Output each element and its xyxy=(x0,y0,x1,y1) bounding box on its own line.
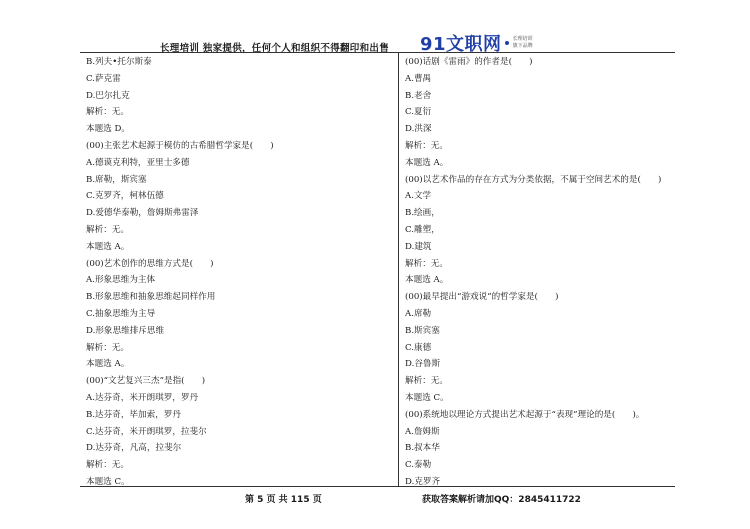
text-line: B.绘画， xyxy=(405,208,440,219)
text-line: B.老舍 xyxy=(405,90,432,101)
text-line: 本题选 C。 xyxy=(86,476,130,487)
question-line: (00)以艺术作品的存在方式为分类依据，不属于空间艺术的是( ) xyxy=(405,174,662,185)
text-line: 本题选 A。 xyxy=(86,359,130,370)
question-line: (00)“文艺复兴三杰”是指( ) xyxy=(86,376,206,387)
text-line: 本题选 A。 xyxy=(405,275,449,286)
text-line: 本题选 A。 xyxy=(86,241,130,252)
text-line: D.建筑 xyxy=(405,241,432,252)
question-line: (00)话剧《雷雨》的作者是( ) xyxy=(405,57,533,67)
text-line: B.斯宾塞 xyxy=(405,325,440,336)
column-divider xyxy=(398,52,399,486)
text-line: C.康德 xyxy=(405,342,432,353)
page-number: 第 5 页 共 115 页 xyxy=(245,495,322,505)
text-line: D.爱德华泰勒，詹姆斯弗雷泽 xyxy=(86,208,199,219)
question-line: (00)系统地以理论方式提出艺术起源于“表现”理论的是( )。 xyxy=(405,409,645,420)
text-line: 解析：无。 xyxy=(405,376,448,387)
text-line: 解析：无。 xyxy=(86,107,129,118)
text-line: 解析：无。 xyxy=(86,342,129,353)
text-line: D.达芬奇，凡高，拉斐尔 xyxy=(86,443,182,454)
logo-dot-icon xyxy=(505,41,509,45)
text-line: A.达芬奇，米开朗琪罗，罗丹 xyxy=(86,392,199,403)
text-line: C.雕塑， xyxy=(405,224,440,235)
question-line: (00)艺术创作的思维方式是( ) xyxy=(86,258,214,269)
text-line: C.达芬奇，米开朗琪罗，拉斐尔 xyxy=(86,426,207,437)
logo-tag-line-2: 旗下品牌 xyxy=(512,43,533,49)
left-column xyxy=(86,54,274,491)
text-line: D.克罗齐 xyxy=(405,476,441,487)
text-line: B.席勒，斯宾塞 xyxy=(86,174,147,185)
text-line: A.文学 xyxy=(405,191,432,202)
text-line: C.泰勒 xyxy=(405,460,432,471)
text-line: C.夏衍 xyxy=(405,107,432,118)
text-line: A.德谟克利特，亚里士多德 xyxy=(86,157,190,168)
question-line: (00)最早提出“游戏说”的哲学家是( ) xyxy=(405,292,559,303)
text-line: A.席勒 xyxy=(405,308,432,319)
text-line: C.克罗齐，柯林伍德 xyxy=(86,191,164,202)
header-notice: 长理培训 独家提供，任何个人和组织不得翻印和出售 xyxy=(160,43,390,54)
text-line: B.达芬奇，毕加索，罗丹 xyxy=(86,409,181,420)
text-line: 解析：无。 xyxy=(405,258,448,269)
text-line: 解析：无。 xyxy=(86,224,129,235)
text-line: 解析：无。 xyxy=(86,460,129,471)
text-line: 本题选 C。 xyxy=(405,392,449,403)
text-line: D.谷鲁斯 xyxy=(405,359,441,370)
right-column xyxy=(405,54,661,491)
text-line: B.叔本华 xyxy=(405,443,440,454)
text-line: A.曹禺 xyxy=(405,73,432,84)
text-line: B.列夫•托尔斯泰 xyxy=(86,57,152,67)
header-rule xyxy=(80,52,675,53)
question-line: (00)主张艺术起源于模仿的古希腊哲学家是( ) xyxy=(86,140,274,151)
text-line: 解析：无。 xyxy=(405,140,448,151)
text-line: A.詹姆斯 xyxy=(405,426,440,437)
text-line: 本题选 A。 xyxy=(405,157,449,168)
logo-tagline xyxy=(513,36,533,50)
text-line: C.抽象思维为主导 xyxy=(86,308,156,319)
text-line: D.洪深 xyxy=(405,124,432,135)
logo-text: 91文职网 xyxy=(420,34,502,55)
text-line: A.形象思维为主体 xyxy=(86,275,156,286)
text-line: 本题选 D。 xyxy=(86,124,130,135)
text-line: D.形象思维排斥思维 xyxy=(86,325,165,336)
text-line: B.形象思维和抽象思维起同样作用 xyxy=(86,292,216,303)
logo-tag-line-1: 长理培训 xyxy=(512,36,533,42)
footer-contact: 获取答案解析请加QQ：2845411722 xyxy=(422,495,581,505)
text-line: D.巴尔扎克 xyxy=(86,90,130,101)
text-line: C.萨克雷 xyxy=(86,73,121,84)
